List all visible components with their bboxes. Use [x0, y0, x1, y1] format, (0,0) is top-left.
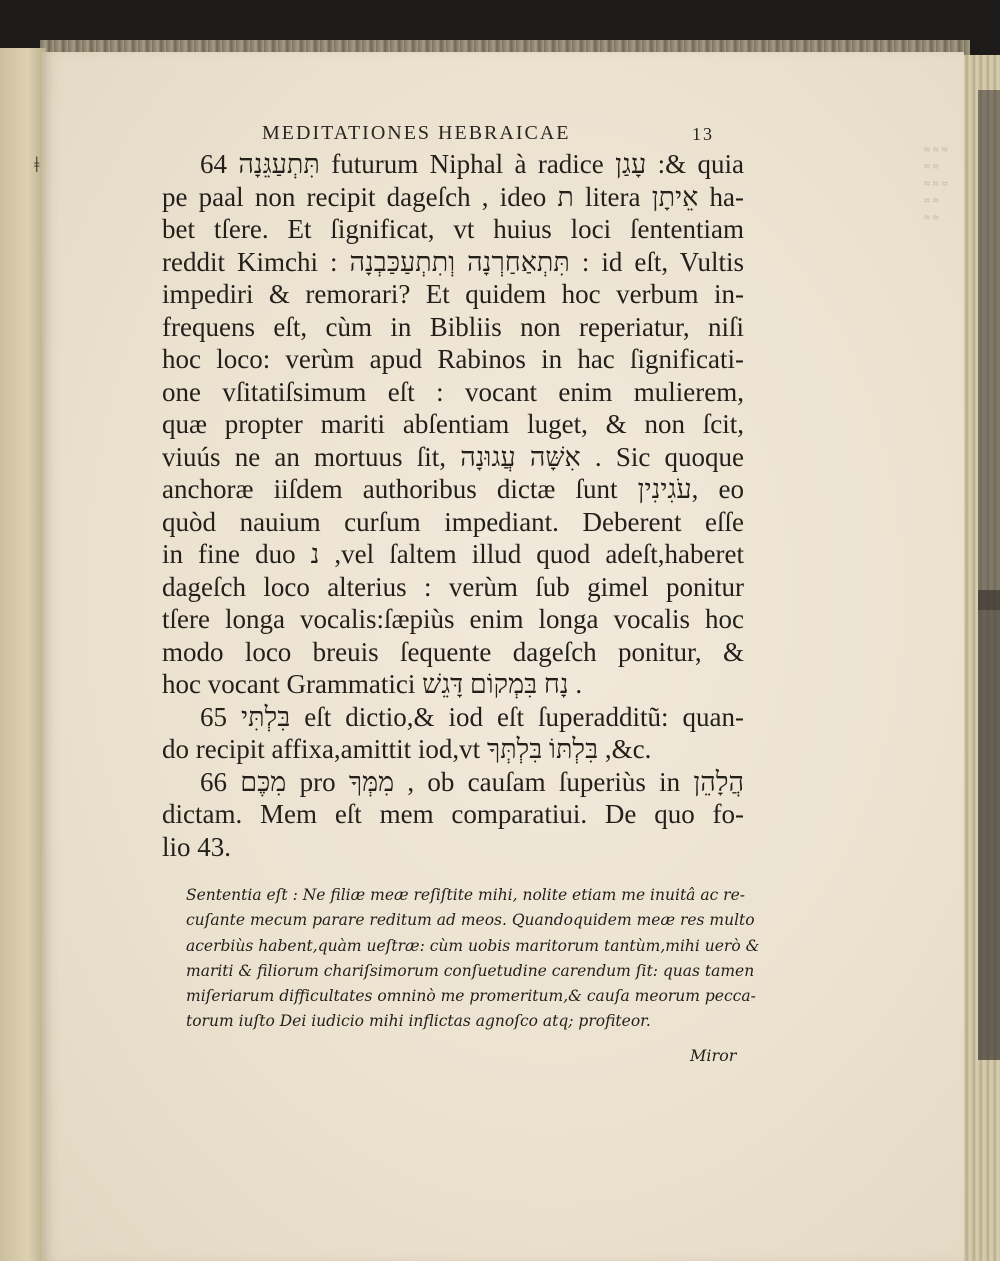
text-line: tſere longa vocalis:ſæpiùs enim longa vocalis hoc [162, 604, 744, 634]
note-line: cuſante mecum parare reditum ad meos. Quandoquidem meæ res multo [186, 911, 755, 930]
text-line: 64 תִּתְעַגֵּנָה futurum Niphal à radice עָגַן :& quia [200, 149, 744, 179]
text-line: viuús ne an mortuus ſit, אִשָּׁה עֲגוּנָה . Sic quoque [162, 441, 745, 472]
text-line: lio 43. [162, 831, 232, 862]
text-line: modo loco breuis ſequente dageſch ponitur, & [162, 636, 744, 667]
binding-mark: ǂ [34, 152, 40, 177]
marginal-note-block [186, 883, 760, 1035]
text-line: bet tſere. Et ſignificat, vt huius loci ſententiam [162, 214, 744, 244]
show-through-text: ≈ ≈ ≈ ≈ ≈ ≈ ≈ ≈ ≈ ≈ ≈ ≈ [924, 144, 948, 224]
text-line: 65 בִּלְתִּי eſt dictio,& iod eſt ſuperadditũ: quan- [200, 701, 745, 732]
text-line: quæ propter mariti abſentiam luget, & non ſcit, [162, 409, 744, 439]
text-line: do recipit affixa,amittit iod,vt בִּלְתּוֹ בִּלְתְּךָ ,&c. [162, 734, 652, 764]
text-line: 66 מִכֶּם pro מִמְּךָ , ob cauſam ſuperiùs in הֲלָהֵן [200, 766, 744, 797]
page-number: 13 [692, 124, 714, 144]
note-line: Sententia eſt : Ne filiæ meæ reſiſtite mihi, nolite etiam me inuitâ ac re- [186, 886, 746, 904]
text-line: frequens eſt, cùm in Bibliis non reperiatur, niſi [162, 311, 744, 342]
facing-page-bleed [978, 590, 1000, 1060]
text-line: hoc vocant Grammatici נָח בִּמְקוֹם דָּגֵשׁ . [162, 669, 583, 699]
running-title: MEDITATIONES HEBRAICAE [262, 122, 571, 144]
text-line: quòd nauium curſum impediant. Deberent eſſe [162, 506, 744, 537]
note-line: torum iuſto Dei iudicio mihi inflictas agnoſco atq; profiteor. [186, 1012, 651, 1031]
main-text-block [162, 148, 744, 863]
note-line: mariti & filiorum chariſsimorum conſuetudine carendum ſit: quas tamen [186, 961, 755, 980]
left-page-edge [0, 48, 46, 1261]
text-line: anchoræ iiſdem authoribus dictæ ſunt עֹגִינִין, eo [162, 474, 744, 504]
text-line: impediri & remorari? Et quidem hoc verbum in- [162, 279, 744, 309]
text-line: hoc loco: verùm apud Rabinos in hac ſignificati- [162, 344, 744, 374]
text-line: dageſch loco alterius : verùm ſub gimel ponitur [162, 571, 744, 602]
text-line: one vſitatiſsimum eſt : vocant enim mulierem, [162, 376, 744, 407]
catchword: Miror [690, 1046, 737, 1065]
note-line: miſeriarum difficultates omninò me promeritum,& cauſa meorum pecca- [186, 987, 756, 1006]
note-line: acerbiùs habent,quàm ueſtræ: cùm uobis maritorum tantùm,mihi uerò & [186, 936, 760, 955]
text-line: pe paal non recipit dageſch , ideo ת litera אֵיתָן ha- [162, 181, 745, 212]
text-line: reddit Kimchi : תִּתְאַחַרְנָה וְתִתְעַכַּבְנָה : id eſt, Vultis [162, 246, 745, 277]
text-line: in fine duo נ ,vel ſaltem illud quod adeſt,haberet [162, 539, 744, 569]
text-line: dictam. Mem eſt mem comparatiui. De quo fo- [162, 799, 744, 829]
facing-page-bleed [978, 90, 1000, 610]
